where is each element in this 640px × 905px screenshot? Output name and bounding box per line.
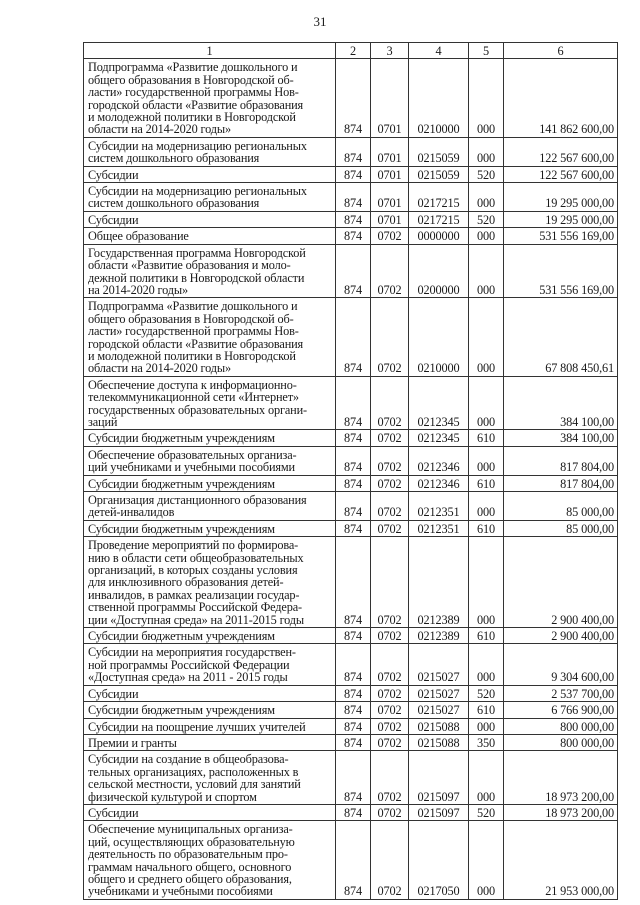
row-code-2: 874 [336, 211, 371, 227]
row-amount: 18 973 200,00 [504, 804, 618, 820]
row-amount: 531 556 169,00 [504, 228, 618, 244]
row-code-3: 0702 [371, 804, 409, 820]
row-code-3: 0702 [371, 244, 409, 298]
row-code-3: 0702 [371, 718, 409, 734]
table-row [84, 298, 618, 376]
row-amount: 6 766 900,00 [504, 702, 618, 718]
row-name: Субсидии на мероприятия государствен- ной программы Российской Федерации «Доступная среда» на 2011 - 2015 годы [84, 644, 336, 685]
row-amount: 2 900 400,00 [504, 537, 618, 628]
row-code-5: 000 [469, 137, 504, 166]
table-row [84, 685, 618, 701]
row-code-2: 874 [336, 520, 371, 536]
row-code-2: 874 [336, 298, 371, 376]
table-row [84, 702, 618, 718]
row-amount: 18 973 200,00 [504, 751, 618, 805]
row-code-4: 0212389 [409, 628, 469, 644]
row-code-4: 0212351 [409, 492, 469, 521]
table-row [84, 211, 618, 227]
row-code-3: 0701 [371, 59, 409, 137]
table-row [84, 137, 618, 166]
row-code-5: 520 [469, 166, 504, 182]
row-code-5: 000 [469, 183, 504, 212]
row-name: Субсидии [84, 804, 336, 820]
row-code-2: 874 [336, 183, 371, 212]
row-amount: 817 804,00 [504, 446, 618, 475]
row-code-2: 874 [336, 376, 371, 430]
row-code-3: 0702 [371, 734, 409, 750]
row-code-5: 000 [469, 644, 504, 685]
row-amount: 21 953 000,00 [504, 821, 618, 899]
row-code-3: 0702 [371, 520, 409, 536]
row-code-5: 610 [469, 475, 504, 491]
row-code-3: 0702 [371, 537, 409, 628]
row-name: Субсидии бюджетным учреждениям [84, 475, 336, 491]
row-code-5: 610 [469, 520, 504, 536]
row-code-4: 0215027 [409, 644, 469, 685]
table-row [84, 228, 618, 244]
row-name: Субсидии бюджетным учреждениям [84, 430, 336, 446]
row-name: Субсидии бюджетным учреждениям [84, 628, 336, 644]
row-code-3: 0702 [371, 298, 409, 376]
header-col-5: 5 [469, 43, 504, 59]
row-code-3: 0701 [371, 166, 409, 182]
row-name: Субсидии бюджетным учреждениям [84, 702, 336, 718]
table-row [84, 244, 618, 298]
row-code-5: 000 [469, 228, 504, 244]
row-code-4: 0215059 [409, 137, 469, 166]
budget-table [83, 42, 618, 900]
header-col-4: 4 [409, 43, 469, 59]
row-name: Субсидии бюджетным учреждениям [84, 520, 336, 536]
row-code-5: 000 [469, 821, 504, 899]
table-row [84, 804, 618, 820]
table-row [84, 59, 618, 137]
row-code-5: 520 [469, 685, 504, 701]
table-row [84, 644, 618, 685]
row-code-5: 610 [469, 702, 504, 718]
row-code-5: 000 [469, 244, 504, 298]
row-code-4: 0217050 [409, 821, 469, 899]
row-amount: 85 000,00 [504, 492, 618, 521]
row-code-4: 0212351 [409, 520, 469, 536]
row-code-4: 0215097 [409, 804, 469, 820]
row-amount: 384 100,00 [504, 376, 618, 430]
row-name: Организация дистанционного образования детей-инвалидов [84, 492, 336, 521]
row-code-4: 0215097 [409, 751, 469, 805]
row-code-5: 000 [469, 298, 504, 376]
table-row [84, 376, 618, 430]
row-name: Субсидии на модернизацию региональных систем дошкольного образования [84, 183, 336, 212]
header-col-3: 3 [371, 43, 409, 59]
row-code-4: 0210000 [409, 59, 469, 137]
row-name: Подпрограмма «Развитие дошкольного и общего образования в Новгородской об- ласти» государственной программы Нов- городской области «Развитие образования и молодежной политики в Новгородской области на 2014-2020 годы» [84, 59, 336, 137]
row-code-5: 000 [469, 59, 504, 137]
row-code-2: 874 [336, 734, 371, 750]
row-code-4: 0215027 [409, 685, 469, 701]
row-code-3: 0702 [371, 475, 409, 491]
row-name: Субсидии на модернизацию региональных систем дошкольного образования [84, 137, 336, 166]
row-code-4: 0212346 [409, 475, 469, 491]
row-code-3: 0702 [371, 228, 409, 244]
row-amount: 19 295 000,00 [504, 183, 618, 212]
row-name: Проведение мероприятий по формирова- нию в области сети общеобразовательных организаций, в которых созданы условия для инклюзивного образования детей- инвалидов, в рамках реализации государ- ственной программы Российской Федера- ции «Доступная среда» на 2011-2015 годы [84, 537, 336, 628]
table-row [84, 430, 618, 446]
row-code-4: 0210000 [409, 298, 469, 376]
row-code-3: 0701 [371, 211, 409, 227]
row-code-2: 874 [336, 685, 371, 701]
header-col-1: 1 [84, 43, 336, 59]
row-name: Субсидии [84, 211, 336, 227]
row-code-2: 874 [336, 446, 371, 475]
row-amount: 19 295 000,00 [504, 211, 618, 227]
row-amount: 817 804,00 [504, 475, 618, 491]
row-amount: 384 100,00 [504, 430, 618, 446]
row-code-5: 000 [469, 376, 504, 430]
row-code-5: 000 [469, 751, 504, 805]
row-code-5: 520 [469, 804, 504, 820]
row-code-3: 0702 [371, 492, 409, 521]
row-code-3: 0702 [371, 628, 409, 644]
row-code-2: 874 [336, 492, 371, 521]
row-code-2: 874 [336, 628, 371, 644]
row-code-2: 874 [336, 644, 371, 685]
row-amount: 531 556 169,00 [504, 244, 618, 298]
row-name: Премии и гранты [84, 734, 336, 750]
table-row [84, 821, 618, 899]
row-code-5: 610 [469, 430, 504, 446]
row-name: Субсидии на создание в общеобразова- тельных организациях, расположенных в сельской местности, условий для занятий физической культурой и спортом [84, 751, 336, 805]
row-code-2: 874 [336, 804, 371, 820]
header-col-6: 6 [504, 43, 618, 59]
table-row [84, 492, 618, 521]
row-amount: 141 862 600,00 [504, 59, 618, 137]
row-code-2: 874 [336, 166, 371, 182]
row-code-2: 874 [336, 537, 371, 628]
row-code-2: 874 [336, 702, 371, 718]
row-name: Субсидии на поощрение лучших учителей [84, 718, 336, 734]
row-code-4: 0212345 [409, 430, 469, 446]
header-col-2: 2 [336, 43, 371, 59]
row-code-2: 874 [336, 59, 371, 137]
row-name: Обеспечение образовательных организа- ций учебниками и учебными пособиями [84, 446, 336, 475]
row-code-3: 0702 [371, 821, 409, 899]
row-code-4: 0000000 [409, 228, 469, 244]
row-code-4: 0215059 [409, 166, 469, 182]
row-amount: 800 000,00 [504, 734, 618, 750]
table-row [84, 751, 618, 805]
header-row [84, 43, 618, 59]
table-row [84, 734, 618, 750]
row-amount: 67 808 450,61 [504, 298, 618, 376]
row-code-4: 0212345 [409, 376, 469, 430]
page-number: 31 [313, 14, 327, 29]
row-code-4: 0212346 [409, 446, 469, 475]
row-name: Субсидии [84, 685, 336, 701]
row-code-2: 874 [336, 718, 371, 734]
row-code-2: 874 [336, 137, 371, 166]
row-code-3: 0702 [371, 685, 409, 701]
row-name: Общее образование [84, 228, 336, 244]
row-code-2: 874 [336, 821, 371, 899]
row-code-5: 610 [469, 628, 504, 644]
row-code-5: 520 [469, 211, 504, 227]
row-code-2: 874 [336, 430, 371, 446]
row-amount: 800 000,00 [504, 718, 618, 734]
row-amount: 122 567 600,00 [504, 166, 618, 182]
table-row [84, 166, 618, 182]
row-code-4: 0217215 [409, 211, 469, 227]
row-code-5: 000 [469, 718, 504, 734]
row-code-4: 0200000 [409, 244, 469, 298]
row-amount: 2 537 700,00 [504, 685, 618, 701]
row-code-3: 0702 [371, 376, 409, 430]
row-amount: 2 900 400,00 [504, 628, 618, 644]
row-code-2: 874 [336, 475, 371, 491]
row-amount: 85 000,00 [504, 520, 618, 536]
table-row [84, 520, 618, 536]
row-code-2: 874 [336, 244, 371, 298]
row-code-2: 874 [336, 228, 371, 244]
row-code-5: 000 [469, 446, 504, 475]
row-code-3: 0702 [371, 446, 409, 475]
row-name: Обеспечение муниципальных организа- ций, осуществляющих образовательную деятельность по образовательным про- граммам начального общего, основного общего и среднего общего образования, учебниками и учебными пособиями [84, 821, 336, 899]
row-code-3: 0702 [371, 644, 409, 685]
table-row [84, 537, 618, 628]
row-code-3: 0701 [371, 137, 409, 166]
table-row [84, 628, 618, 644]
table-row [84, 475, 618, 491]
row-amount: 122 567 600,00 [504, 137, 618, 166]
row-name: Подпрограмма «Развитие дошкольного и общего образования в Новгородской об- ласти» государственной программы Нов- городской области «Развитие образования и молодежной политики в Новгородской области на 2014-2020 годы» [84, 298, 336, 376]
row-amount: 9 304 600,00 [504, 644, 618, 685]
table-row [84, 446, 618, 475]
row-code-5: 000 [469, 537, 504, 628]
row-code-5: 000 [469, 492, 504, 521]
row-code-3: 0702 [371, 430, 409, 446]
row-code-3: 0702 [371, 751, 409, 805]
row-code-4: 0217215 [409, 183, 469, 212]
row-name: Обеспечение доступа к информационно- телекоммуникационной сети «Интернет» государственных образовательных органи- заций [84, 376, 336, 430]
table-row [84, 718, 618, 734]
row-code-5: 350 [469, 734, 504, 750]
row-code-2: 874 [336, 751, 371, 805]
row-code-4: 0215088 [409, 734, 469, 750]
row-code-4: 0215088 [409, 718, 469, 734]
row-code-4: 0212389 [409, 537, 469, 628]
row-code-3: 0702 [371, 702, 409, 718]
row-name: Государственная программа Новгородской области «Развитие образования и моло- дежной политики в Новгородской области на 2014-2020 годы» [84, 244, 336, 298]
row-code-4: 0215027 [409, 702, 469, 718]
row-name: Субсидии [84, 166, 336, 182]
table-row [84, 183, 618, 212]
row-code-3: 0701 [371, 183, 409, 212]
